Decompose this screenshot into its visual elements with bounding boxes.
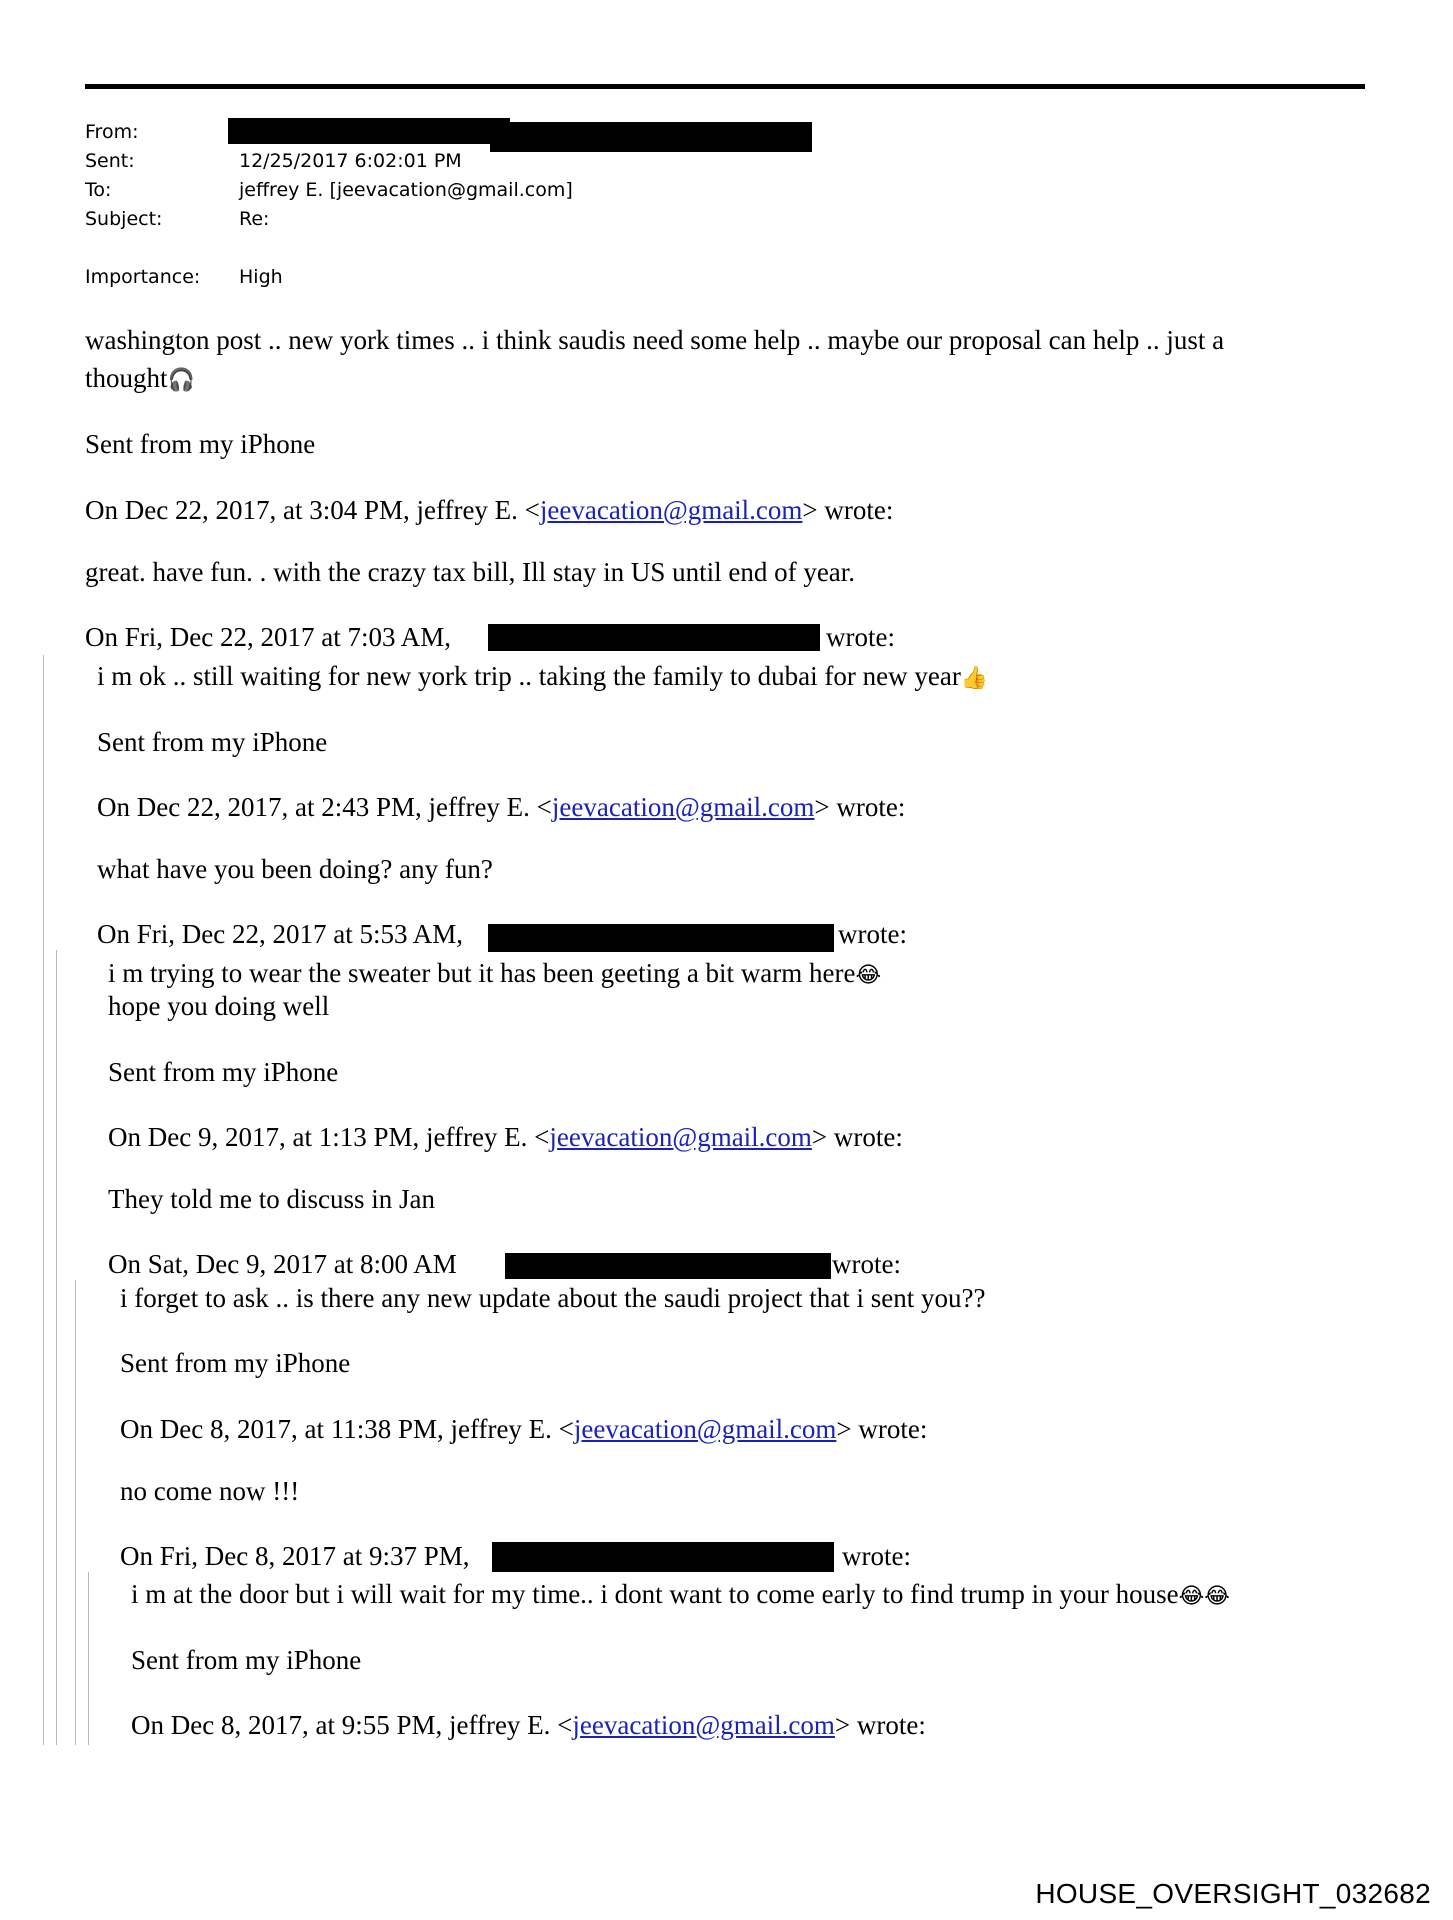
message-line: no come now !!! [120, 1476, 300, 1506]
laughing-face-icon: 😂 [1204, 1584, 1231, 1609]
quote-bar [75, 1280, 76, 1745]
subject-value: Re: [239, 208, 270, 230]
quote-wrote: wrote: [838, 919, 907, 949]
quote-wrote: wrote: [826, 622, 895, 652]
quote-bar [88, 1572, 89, 1745]
laughing-face-icon: 😂 [855, 963, 882, 988]
quote-header: On Dec 8, 2017, at 11:38 PM, jeffrey E. <jeevacation@gmail.com> wrote: [120, 1414, 928, 1444]
redaction [488, 924, 834, 952]
importance-value: High [239, 266, 283, 288]
laughing-face-icon: 😂 [1178, 1584, 1205, 1609]
message-line: what have you been doing? any fun? [97, 854, 493, 884]
email-link[interactable]: jeevacation@gmail.com [573, 1414, 837, 1444]
message-line: hope you doing well [108, 991, 330, 1021]
message-line: great. have fun. . with the crazy tax bill, Ill stay in US until end of year. [85, 557, 856, 587]
quote-header: On Sat, Dec 9, 2017 at 8:00 AM [108, 1249, 457, 1279]
quote-wrote: wrote: [842, 1541, 911, 1571]
top-rule [85, 84, 1365, 89]
signature: Sent from my iPhone [108, 1057, 339, 1087]
quote-header: On Dec 9, 2017, at 1:13 PM, jeffrey E. <jeevacation@gmail.com> wrote: [108, 1122, 903, 1152]
quote-header: On Fri, Dec 22, 2017 at 7:03 AM, [85, 622, 451, 652]
message-line: i m ok .. still waiting for new york trip .. taking the family to dubai for new year👍 [97, 660, 988, 695]
sent-value: 12/25/2017 6:02:01 PM [239, 150, 462, 172]
message-line: i m at the door but i will wait for my time.. i dont want to come early to find trump in your house😂😂 [131, 1578, 1230, 1613]
quote-header: On Dec 8, 2017, at 9:55 PM, jeffrey E. <jeevacation@gmail.com> wrote: [131, 1710, 926, 1740]
signature: Sent from my iPhone [131, 1645, 362, 1675]
redaction [488, 624, 820, 651]
message-line: i forget to ask .. is there any new update about the saudi project that i sent you?? [120, 1283, 986, 1313]
importance-label: Importance: [85, 266, 201, 288]
quote-bar [56, 950, 57, 1745]
from-label: From: [85, 121, 139, 143]
email-link[interactable]: jeevacation@gmail.com [539, 495, 803, 525]
email-link[interactable]: jeevacation@gmail.com [572, 1710, 835, 1740]
redaction [490, 122, 812, 152]
quote-header: On Fri, Dec 8, 2017 at 9:37 PM, [120, 1541, 470, 1571]
redaction [228, 118, 510, 144]
message-line: washington post .. new york times .. i think saudis need some help .. maybe our proposal can help .. just a [85, 325, 1225, 355]
redaction [505, 1253, 831, 1279]
quote-bar [43, 655, 44, 1745]
signature: Sent from my iPhone [85, 429, 316, 459]
to-label: To: [85, 179, 112, 201]
email-link[interactable]: jeevacation@gmail.com [551, 792, 815, 822]
message-line: They told me to discuss in Jan [108, 1184, 435, 1214]
subject-label: Subject: [85, 208, 163, 230]
email-link[interactable]: jeevacation@gmail.com [549, 1122, 812, 1152]
message-line: thought🎧 [85, 362, 195, 397]
quote-wrote: wrote: [832, 1249, 901, 1279]
sent-label: Sent: [85, 150, 135, 172]
quote-header: On Dec 22, 2017, at 3:04 PM, jeffrey E. <jeevacation@gmail.com> wrote: [85, 495, 894, 525]
to-value: jeffrey E. [jeevacation@gmail.com] [239, 179, 573, 201]
signature: Sent from my iPhone [97, 727, 328, 757]
message-line: i m trying to wear the sweater but it has been geeting a bit warm here😂 [108, 957, 881, 992]
bates-number: HOUSE_OVERSIGHT_032682 [1035, 1878, 1431, 1909]
signature: Sent from my iPhone [120, 1348, 351, 1378]
redaction [492, 1542, 834, 1572]
thumbs-up-icon: 👍 [960, 666, 989, 691]
headphones-icon: 🎧 [167, 368, 195, 393]
quote-header: On Fri, Dec 22, 2017 at 5:53 AM, [97, 919, 463, 949]
quote-header: On Dec 22, 2017, at 2:43 PM, jeffrey E. <jeevacation@gmail.com> wrote: [97, 792, 906, 822]
